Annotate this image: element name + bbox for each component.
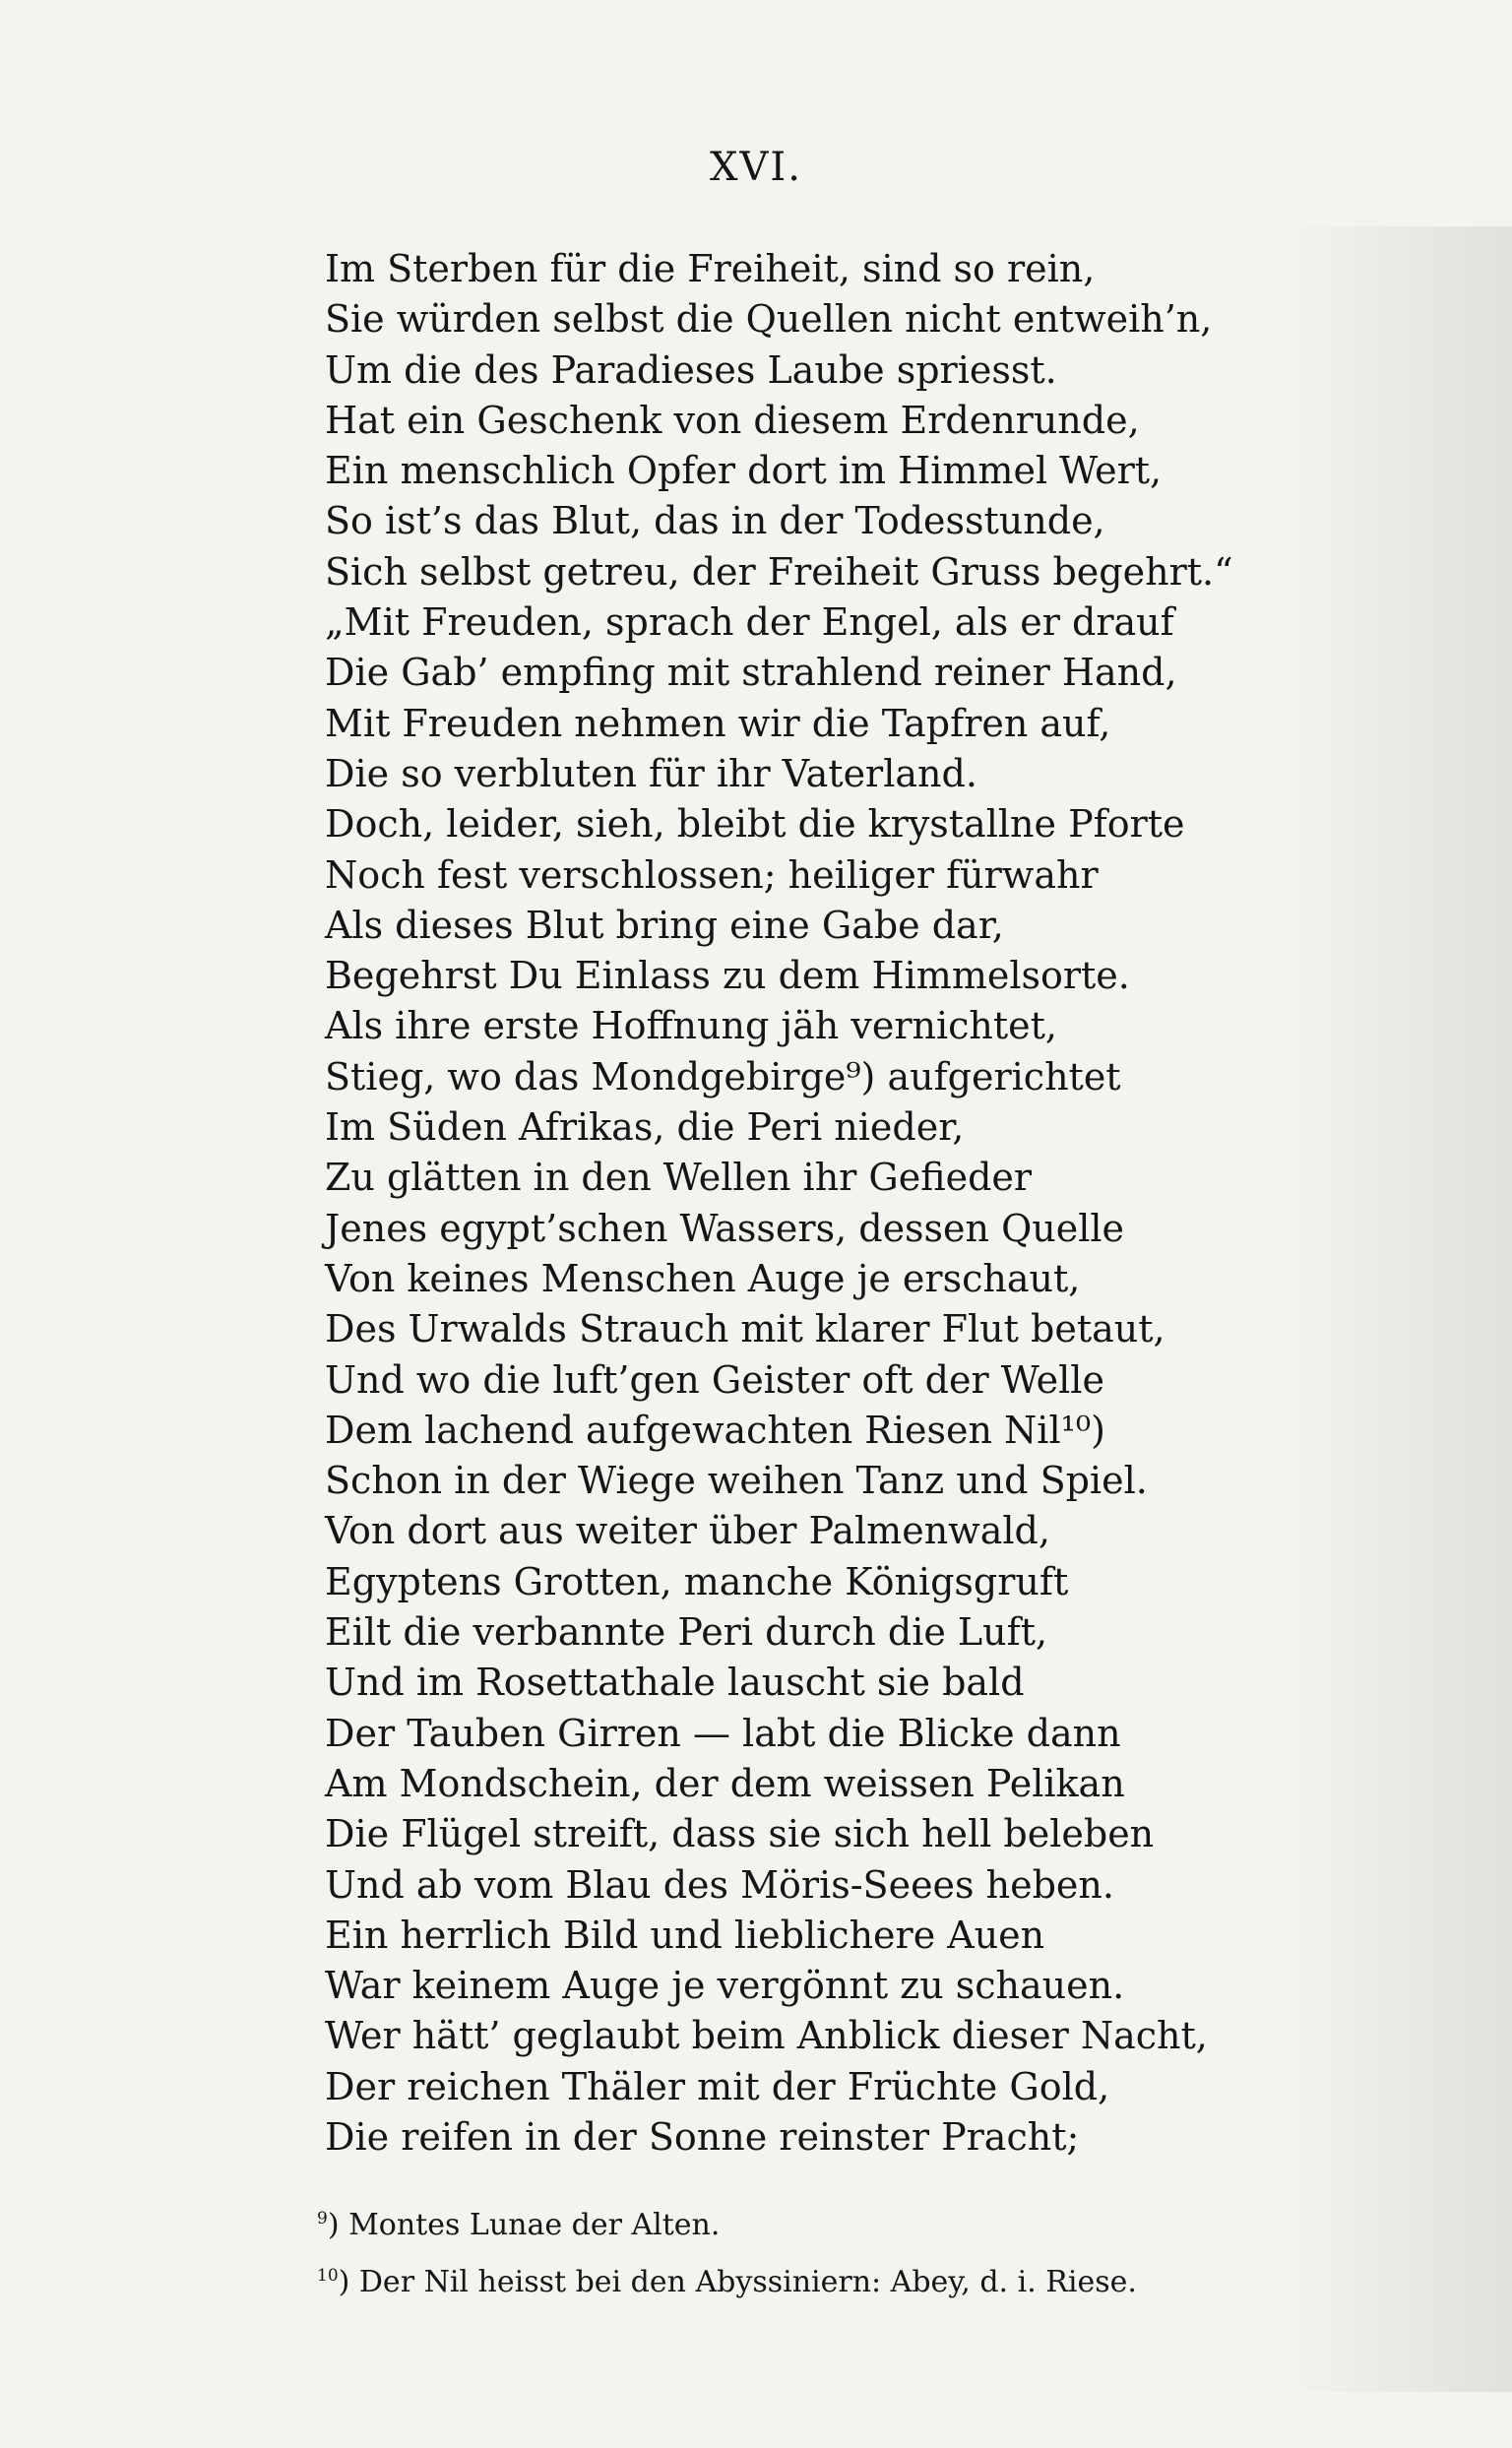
poem-line: Im Sterben für die Freiheit, sind so rein,	[325, 247, 1096, 290]
chapter-number: XVI.	[710, 145, 802, 190]
poem-line: Ein menschlich Opfer dort im Himmel Wert,	[325, 449, 1163, 493]
poem-line: Dem lachend aufgewachten Riesen Nil¹⁰)	[325, 1408, 1105, 1452]
poem-line: Der Tauben Girren — labt die Blicke dann	[325, 1711, 1121, 1755]
poem-line: Wer hätt’ geglaubt beim Anblick dieser Nacht,	[325, 2014, 1208, 2058]
poem-line: Der reichen Thäler mit der Früchte Gold,	[325, 2064, 1110, 2108]
footnotes	[317, 2197, 1360, 2311]
footnote-mark: 9	[317, 2209, 328, 2228]
poem-line: Egyptens Grotten, manche Königsgruft	[325, 1559, 1069, 1603]
poem-line: Sich selbst getreu, der Freiheit Gruss begehrt.“	[325, 549, 1233, 594]
poem-line: Als ihre erste Hoffnung jäh vernichtet,	[325, 1004, 1057, 1048]
footnote-mark: 10	[317, 2266, 339, 2286]
poem-line: Mit Freuden nehmen wir die Tapfren auf,	[325, 701, 1111, 745]
poem-line: Und ab vom Blau des Möris-Seees heben.	[325, 1862, 1114, 1907]
poem-line: Im Süden Afrikas, die Peri nieder,	[325, 1105, 965, 1150]
poem-line: Von keines Menschen Auge je erschaut,	[325, 1256, 1081, 1300]
poem-line: Am Mondschein, der dem weissen Pelikan	[325, 1761, 1125, 1805]
poem-line: Und im Rosettathale lauscht sie bald	[325, 1661, 1025, 1705]
poem-line: „Mit Freuden, sprach der Engel, als er drauf	[325, 600, 1174, 645]
footnote-text: ) Der Nil heisst bei den Abyssiniern: Abey, d. i. Riese.	[338, 2265, 1137, 2299]
poem-line: Ein herrlich Bild und lieblichere Auen	[325, 1913, 1045, 1957]
poem-line: War keinem Auge je vergönnt zu schauen.	[325, 1964, 1125, 2008]
poem-line: Hat ein Geschenk von diesem Erdenrunde,	[325, 398, 1140, 442]
footnote-text: ) Montes Lunae der Alten.	[327, 2208, 721, 2242]
poem-line: Stieg, wo das Mondgebirge⁹) aufgerichtet	[325, 1054, 1121, 1098]
footnote-9	[317, 2197, 1360, 2254]
poem-line: Doch, leider, sieh, bleibt die krystallne Pforte	[325, 802, 1185, 847]
poem-line: Die Flügel streift, dass sie sich hell beleben	[325, 1812, 1155, 1856]
footnote-10	[317, 2254, 1360, 2311]
poem-line: Die so verbluten für ihr Vaterland.	[325, 751, 977, 795]
poem-line: Sie würden selbst die Quellen nicht entweih’n,	[325, 297, 1213, 342]
poem-line: Als dieses Blut bring eine Gabe dar,	[325, 903, 1004, 947]
poem-line: Zu glätten in den Wellen ihr Gefieder	[325, 1156, 1033, 1200]
poem-line: Die reifen in der Sonne reinster Pracht;	[325, 2114, 1080, 2159]
poem-line: Schon in der Wiege weihen Tanz und Spiel.	[325, 1459, 1148, 1503]
poem-line: Jenes egypt’schen Wassers, dessen Quelle	[325, 1206, 1125, 1250]
poem-line: So ist’s das Blut, das in der Todesstunde,	[325, 499, 1105, 543]
poem-line: Die Gab’ empfing mit strahlend reiner Hand,	[325, 651, 1177, 695]
poem-line: Eilt die verbannte Peri durch die Luft,	[325, 1610, 1048, 1655]
poem-line: Um die des Paradieses Laube spriesst.	[325, 347, 1057, 392]
poem-line: Und wo die luft’gen Geister oft der Welle	[325, 1357, 1104, 1402]
poem-line: Des Urwalds Strauch mit klarer Flut betaut,	[325, 1307, 1166, 1351]
poem-line: Von dort aus weiter über Palmenwald,	[325, 1509, 1050, 1553]
poem-text	[325, 244, 1358, 2163]
poem-line: Begehrst Du Einlass zu dem Himmelsorte.	[325, 954, 1130, 998]
poem-line: Noch fest verschlossen; heiliger fürwahr	[325, 852, 1099, 897]
